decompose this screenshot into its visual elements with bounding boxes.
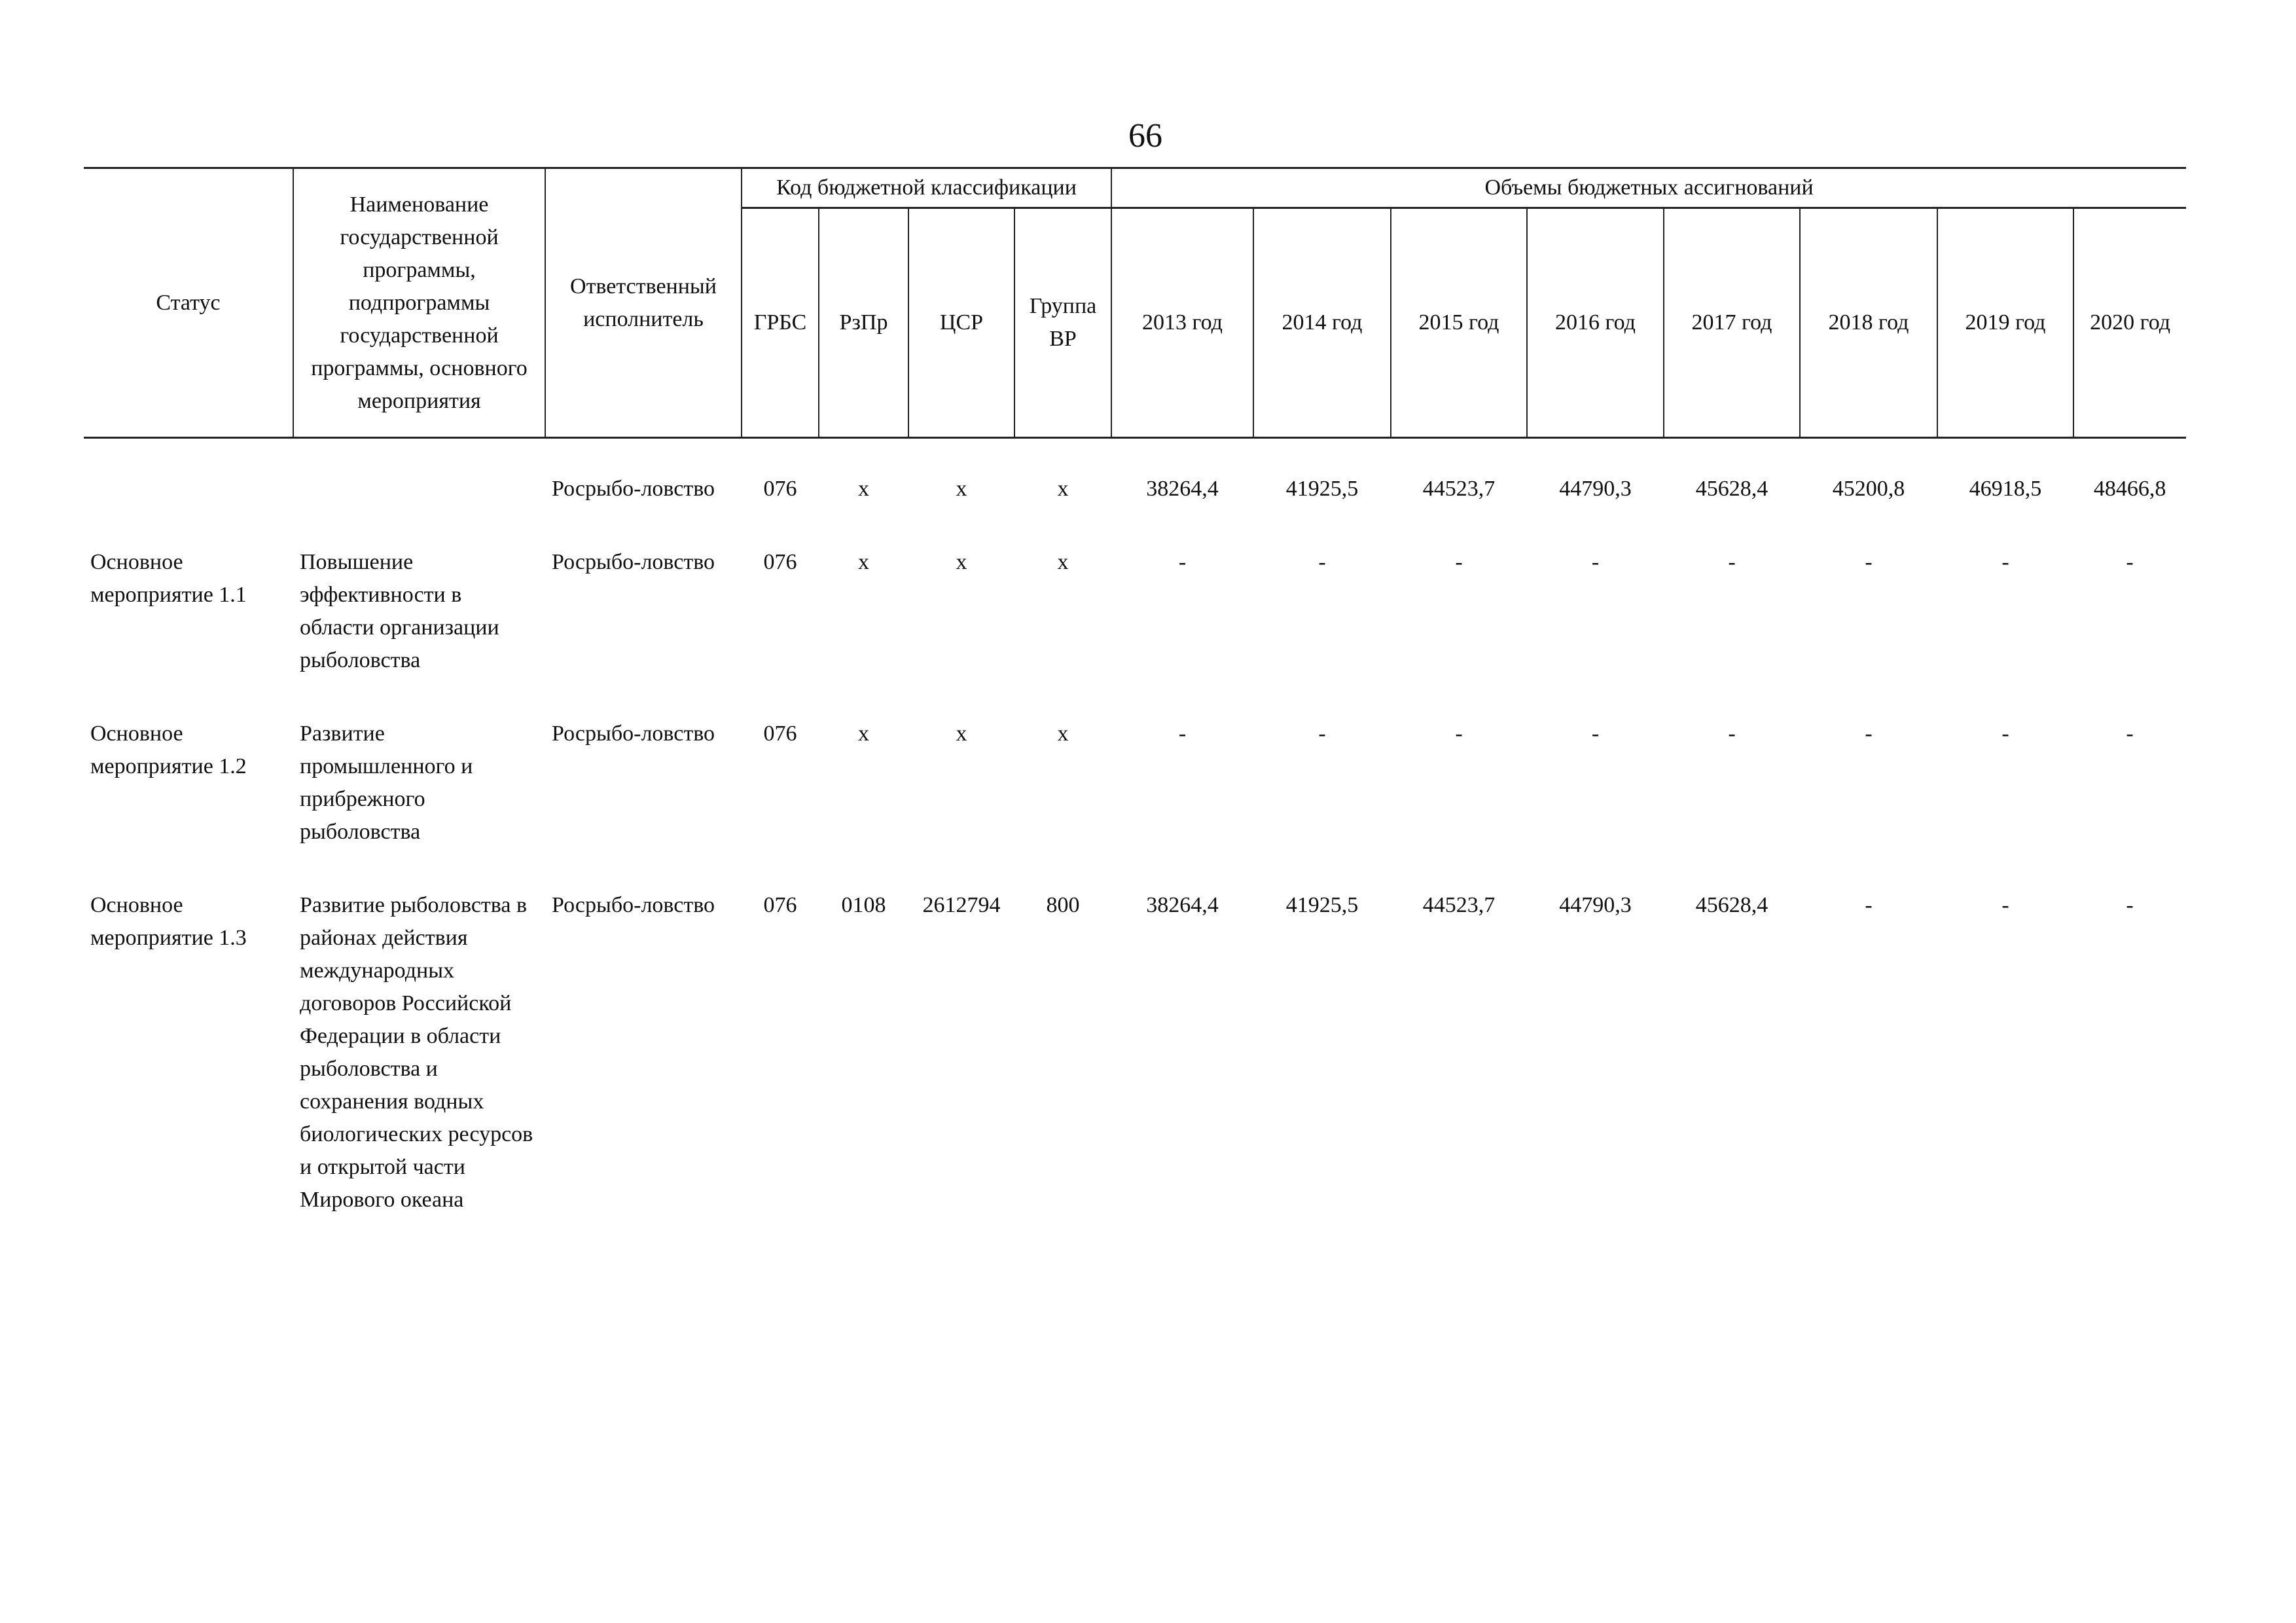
row-value-2016: 44790,3 xyxy=(1559,893,1632,917)
row-csr: х xyxy=(956,721,967,746)
row-status: Основное мероприятие 1.3 xyxy=(90,893,247,950)
row-vr: 800 xyxy=(1046,893,1080,917)
row-value-2016: - xyxy=(1591,721,1600,746)
row-value-2019: - xyxy=(2001,721,2009,746)
row-value-2020: - xyxy=(2126,893,2134,917)
row-value-2013: - xyxy=(1178,721,1187,746)
row-value-2020: 48466,8 xyxy=(2093,477,2166,501)
row-executor: Росрыбо-ловство xyxy=(552,721,715,746)
row-value-2016: - xyxy=(1591,550,1600,574)
row-grbs: 076 xyxy=(763,550,797,574)
col-year-2016: 2016 год xyxy=(1527,208,1664,438)
row-vr: х xyxy=(1057,477,1069,501)
row-value-2014: 41925,5 xyxy=(1285,893,1359,917)
row-value-2018: - xyxy=(1865,550,1873,574)
row-grbs: 076 xyxy=(763,721,797,746)
row-executor: Росрыбо-ловство xyxy=(552,477,715,501)
row-value-2017: - xyxy=(1728,721,1736,746)
row-value-2014: 41925,5 xyxy=(1285,477,1359,501)
row-value-2015: 44523,7 xyxy=(1422,893,1496,917)
table-row xyxy=(84,889,2186,1257)
table-row xyxy=(84,473,2186,546)
row-value-2017: 45628,4 xyxy=(1695,893,1768,917)
row-value-2017: 45628,4 xyxy=(1695,477,1768,501)
row-name: Развитие промышленного и прибрежного рыболовства xyxy=(300,721,473,844)
page-number: 66 xyxy=(1128,117,1162,155)
row-csr: х xyxy=(956,477,967,501)
row-value-2018: 45200,8 xyxy=(1832,477,1905,501)
row-value-2013: 38264,4 xyxy=(1146,477,1219,501)
row-value-2015: - xyxy=(1455,721,1463,746)
row-value-2013: 38264,4 xyxy=(1146,893,1219,917)
col-group-codes: Код бюджетной классификации xyxy=(742,168,1111,208)
spacer-row xyxy=(84,438,2186,473)
row-value-2019: 46918,5 xyxy=(1969,477,2042,501)
col-name: Наименование государственной программы, подпрограммы государственной программы, основного мероприятия xyxy=(293,168,545,438)
col-year-2018: 2018 год xyxy=(1800,208,1937,438)
row-status xyxy=(84,473,293,546)
budget-table xyxy=(84,167,2186,1257)
col-executor: Ответственный исполнитель xyxy=(545,168,742,438)
row-value-2016: 44790,3 xyxy=(1559,477,1632,501)
col-grbs: ГРБС xyxy=(742,208,819,438)
row-name: Развитие рыболовства в районах действия международных договоров Российской Федерации в области рыболовства и сохранения водных биологических ресурсов и открытой части Мирового океана xyxy=(300,893,533,1212)
table-row xyxy=(84,718,2186,889)
col-status: Статус xyxy=(84,168,293,438)
row-status: Основное мероприятие 1.1 xyxy=(90,550,247,607)
row-value-2018: - xyxy=(1865,721,1873,746)
col-year-2020: 2020 год xyxy=(2073,208,2186,438)
row-value-2017: - xyxy=(1728,550,1736,574)
row-value-2019: - xyxy=(2001,893,2009,917)
row-executor: Росрыбо-ловство xyxy=(552,550,715,574)
col-group-volumes: Объемы бюджетных ассигнований xyxy=(1111,168,2186,208)
row-value-2013: - xyxy=(1178,550,1187,574)
row-csr: х xyxy=(956,550,967,574)
row-vr: х xyxy=(1057,550,1069,574)
row-value-2019: - xyxy=(2001,550,2009,574)
row-rzpr: х xyxy=(858,477,869,501)
row-rzpr: х xyxy=(858,550,869,574)
row-rzpr: х xyxy=(858,721,869,746)
row-executor: Росрыбо-ловство xyxy=(552,893,715,917)
row-value-2015: - xyxy=(1455,550,1463,574)
col-year-2014: 2014 год xyxy=(1253,208,1391,438)
row-name xyxy=(293,473,545,546)
col-year-2017: 2017 год xyxy=(1664,208,1800,438)
row-value-2014: - xyxy=(1318,550,1326,574)
row-status: Основное мероприятие 1.2 xyxy=(90,721,247,778)
row-value-2020: - xyxy=(2126,550,2134,574)
row-vr: х xyxy=(1057,721,1069,746)
col-rzpr: РзПр xyxy=(819,208,908,438)
row-grbs: 076 xyxy=(763,893,797,917)
col-year-2013: 2013 год xyxy=(1111,208,1253,438)
col-year-2015: 2015 год xyxy=(1391,208,1527,438)
col-year-2019: 2019 год xyxy=(1937,208,2073,438)
col-vr: Группа ВР xyxy=(1014,208,1111,438)
row-rzpr: 0108 xyxy=(841,893,886,917)
row-value-2018: - xyxy=(1865,893,1873,917)
row-grbs: 076 xyxy=(763,477,797,501)
row-name: Повышение эффективности в области организации рыболовства xyxy=(300,550,499,672)
table-row xyxy=(84,546,2186,718)
col-csr: ЦСР xyxy=(908,208,1014,438)
row-value-2020: - xyxy=(2126,721,2134,746)
header-row-1 xyxy=(84,168,2186,208)
row-value-2015: 44523,7 xyxy=(1422,477,1496,501)
row-csr: 2612794 xyxy=(922,893,1001,917)
row-value-2014: - xyxy=(1318,721,1326,746)
